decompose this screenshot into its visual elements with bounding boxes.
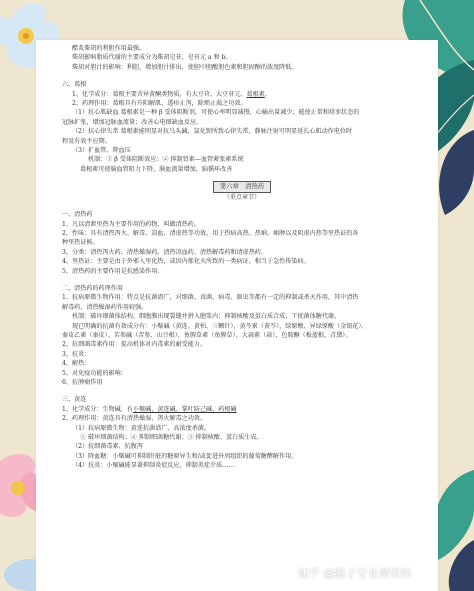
doc-line: 2、性味：具有清热泻火、解毒、凉血、清虚热等功效。用于热病高热、热痢、痈肿以及阴虚内热等里热证的各 <box>62 229 359 237</box>
doc-line: 3、分类：清热泻火药、清热燥湿药、清热凉血药、清热解毒药和清虚热药。 <box>62 248 267 256</box>
doc-line: 种里热证候。 <box>62 239 99 247</box>
doc-line: 1、抗病原微生物作用：特点是抗菌谱广，对细菌、真菌、病毒、原虫等都有一定的抑制或杀灭作用，其中清热 <box>62 294 359 302</box>
doc-line: （3）扩血管、降血压 <box>72 147 131 155</box>
doc-line: （2）抗心律失常 葛根素能明显对抗乌头碱、氯化钡所致心律失常，静脉注射可明显延长心肌动作电位时 <box>72 128 353 136</box>
doc-line: 2、抗细菌毒素作用：提高机体对内毒素的耐受能力。 <box>62 341 207 349</box>
doc-line: （1）抗病原微生物：黄连抗菌谱广，高浓度杀菌。 <box>72 424 210 432</box>
doc-line: 1、凡以清泄里热为主要作用的药物，叫做清热药。 <box>62 220 200 228</box>
chapter-subtitle: （重点章节） <box>223 193 261 201</box>
doc-line: 1、化学成分：葛根主要含异黄酮类物质，有大豆苷、大豆苷元、葛根素。 <box>72 90 271 98</box>
doc-line: 4、里热证：主要是由于外邪入里化热，或因内郁化火所致的一类病证。相当于急性传染病。 <box>62 258 310 266</box>
doc-line: 机制：破坏细菌体结构，细胞膜出现裂缝并拼入胞浆内；抑制核酸及蛋白质合成；干扰菌体糖代谢。 <box>72 313 341 321</box>
doc-line: 5、对免疫功能的影响： <box>62 369 127 377</box>
doc-line: 机制：① β 受体阻断效应；② 抑制肾素—血管紧张素系统 <box>88 156 244 164</box>
doc-line: 2、药理作用：黄连具有清热燥湿、泻火解毒之功效。 <box>62 415 207 423</box>
watermark: 知乎 @路子专业课资料 <box>298 567 412 580</box>
doc-line: 6、抗肿瘤作用 <box>62 379 103 386</box>
doc-line: 柴胡对胆汁的影响：利胆，增加胆汁排出，使胆中胆酸胆色素和胆固醇的浓度降低。 <box>72 63 298 71</box>
chapter-title: 第六章 清热药 <box>62 181 422 192</box>
doc-line: （2）抗细菌毒素、抗腹泻 <box>72 443 143 451</box>
section-heading: 六、葛根 <box>62 81 87 89</box>
doc-line: 3、抗炎： <box>62 350 91 358</box>
doc-line: ① 破坏细菌结构；② 抑制细菌糖代谢；③ 抑制核酸、蛋白质生成。 <box>80 434 263 442</box>
doc-line: （1）抗心肌缺血 葛根素是一种 β 受体阻断剂，可使心率明显减慢，心输出量减少；能使正常和痉挛状态的 <box>72 109 360 117</box>
doc-line: 现已明确的抗菌有效成分有：小檗碱（黄连、黄柏、三颗针），黄芩素（黄芩），绿原酸、异绿原酸（金银花）、 <box>72 322 368 330</box>
section-heading: 三、黄连 <box>62 396 87 404</box>
doc-line: 醋炙柴胡的利胆作用最强。 <box>72 45 146 52</box>
doc-line: 解毒药、清热燥湿药作用较强。 <box>62 303 148 311</box>
doc-line: 冠脉扩张，增加冠脉血流量；改善心电图缺血反应。 <box>62 118 203 126</box>
doc-line: （3）降血糖：小檗碱可抑制肝脏的糖原异生和/或促进外周组织的葡萄糖酵解作用。 <box>72 452 298 460</box>
section-heading: 二、清热药的药理作用 <box>62 284 123 292</box>
doc-line: 柴胡影响脂质代谢的主要成分为柴胡皂苷，皂苷元 a 和 b。 <box>72 54 232 62</box>
doc-line: 葛根素可使脑血管阻力下降，脑血流量增加，脑循环改善 <box>80 165 233 173</box>
doc-line: （4）抗炎：小檗碱能显著抑制炎症反应，抑制炎症介质…… <box>72 462 235 470</box>
doc-line: 程及有效不应期。 <box>62 137 111 145</box>
doc-line: 2、药理作用：葛根具有升阳解肌，透疹止泻，除烦止渴之功效。 <box>72 100 247 108</box>
doc-line: 5、清热药的主要作用是抗感染作用。 <box>62 267 164 275</box>
doc-line: 4、解热： <box>62 360 91 368</box>
section-heading: 一、清热药 <box>62 211 93 219</box>
doc-line: 1、化学成分：生物碱，有小檗碱、黄连碱、掌叶防己碱、药根碱 <box>62 405 237 413</box>
doc-line: 秦皮乙素（秦皮）、苦参碱（苦参、山豆根）、鱼腥草素（鱼腥草）、大蒜素（蒜）、色胺酮（板蓝根、青黛）。 <box>62 331 352 339</box>
document-content <box>62 44 422 471</box>
